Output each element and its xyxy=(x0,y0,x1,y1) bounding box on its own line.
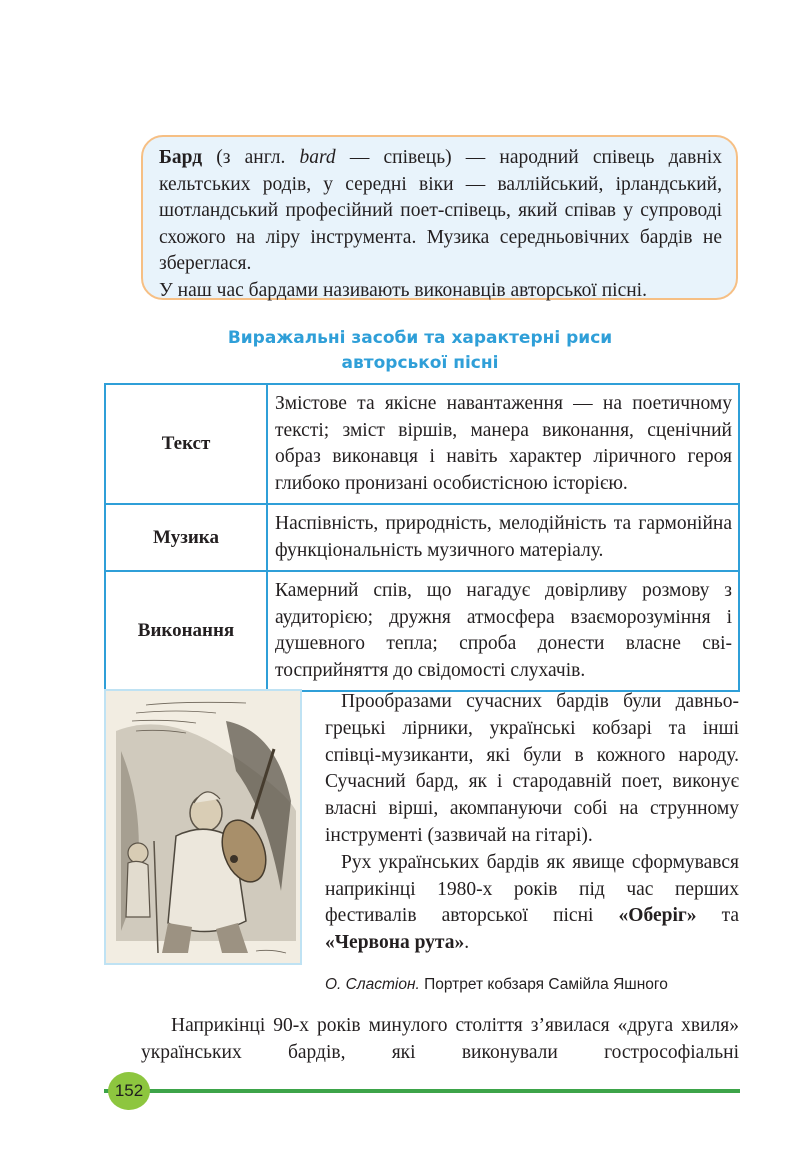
festival-name: «Оберіг» xyxy=(618,905,697,927)
body-paragraph: Прообразами сучасних бардів були давньогрецькі лірники, українські кобзарі та інші співці-музиканти, які були в кожного народу. Сучасний бард, як і стародавній поет, виконує власні вірші, акомпануючи собі на струнному інструменті (зазвичай на гітарі). xyxy=(325,691,739,846)
body-text xyxy=(325,689,739,957)
caption-title: Портрет кобзаря Самійла Яшного xyxy=(419,976,668,993)
bottom-text xyxy=(141,1013,739,1067)
features-table xyxy=(104,383,740,692)
table-description: Камерний спів, що нагадує довірливу розмову з аудиторією; дружня атмосфера взаєморозуміння і душевного тепла; спроба донести власне світосприйняття до свідомості слухачів. xyxy=(267,571,739,691)
table-description: Змістове та якісне навантаження — на поетичному тексті; зміст віршів, манера виконання, сценічний образ виконавця і навіть характер ліричного героя глибоко пронизані особистісною історією. xyxy=(267,384,739,504)
festival-name: «Червона рута» xyxy=(325,932,465,954)
table-term: Виконання xyxy=(105,571,267,691)
table-row xyxy=(105,384,739,504)
table-term: Текст xyxy=(105,384,267,504)
portrait-illustration xyxy=(106,691,300,963)
table-row xyxy=(105,571,739,691)
section-heading: Виражальні засоби та характерні риси авторської пісні xyxy=(227,328,613,373)
body-paragraph: Рух українських бардів як явище сформувався наприкінці 1980-х років під час перших фестивалів авторської пісні «Оберіг» та «Червона рута». xyxy=(325,851,739,954)
table-row xyxy=(105,504,739,571)
footer-divider xyxy=(104,1089,740,1093)
body-paragraph: Наприкінці 90-х років минулого століття з’явилася «друга хвиля» українських бардів, які виконували гострософіальні xyxy=(141,1015,739,1063)
table-description: Наспівність, природність, мелодійність та гармонійна функціональність музичного матеріалу. xyxy=(267,504,739,571)
image-caption xyxy=(325,975,745,995)
table-term: Музика xyxy=(105,504,267,571)
caption-author: О. Сластіон. xyxy=(325,976,420,993)
definition-box xyxy=(141,135,738,300)
kobzar-portrait-image xyxy=(104,689,302,965)
page-number: 152 xyxy=(108,1072,150,1110)
definition-etymology: bard xyxy=(299,147,336,168)
definition-text: Бард (з англ. bard — співець) — народний співець давніх кельтських родів, у середні віки — валлійський, ірландський, шотландський професійний поет-співець, який співав у супроводі схожого на ліру інструмента. Музика середньовічних бардів не збереглася. xyxy=(159,147,722,274)
definition-modern: У наш час бардами називають виконавців авторської пісні. xyxy=(159,279,647,301)
definition-term: Бард xyxy=(159,147,203,168)
